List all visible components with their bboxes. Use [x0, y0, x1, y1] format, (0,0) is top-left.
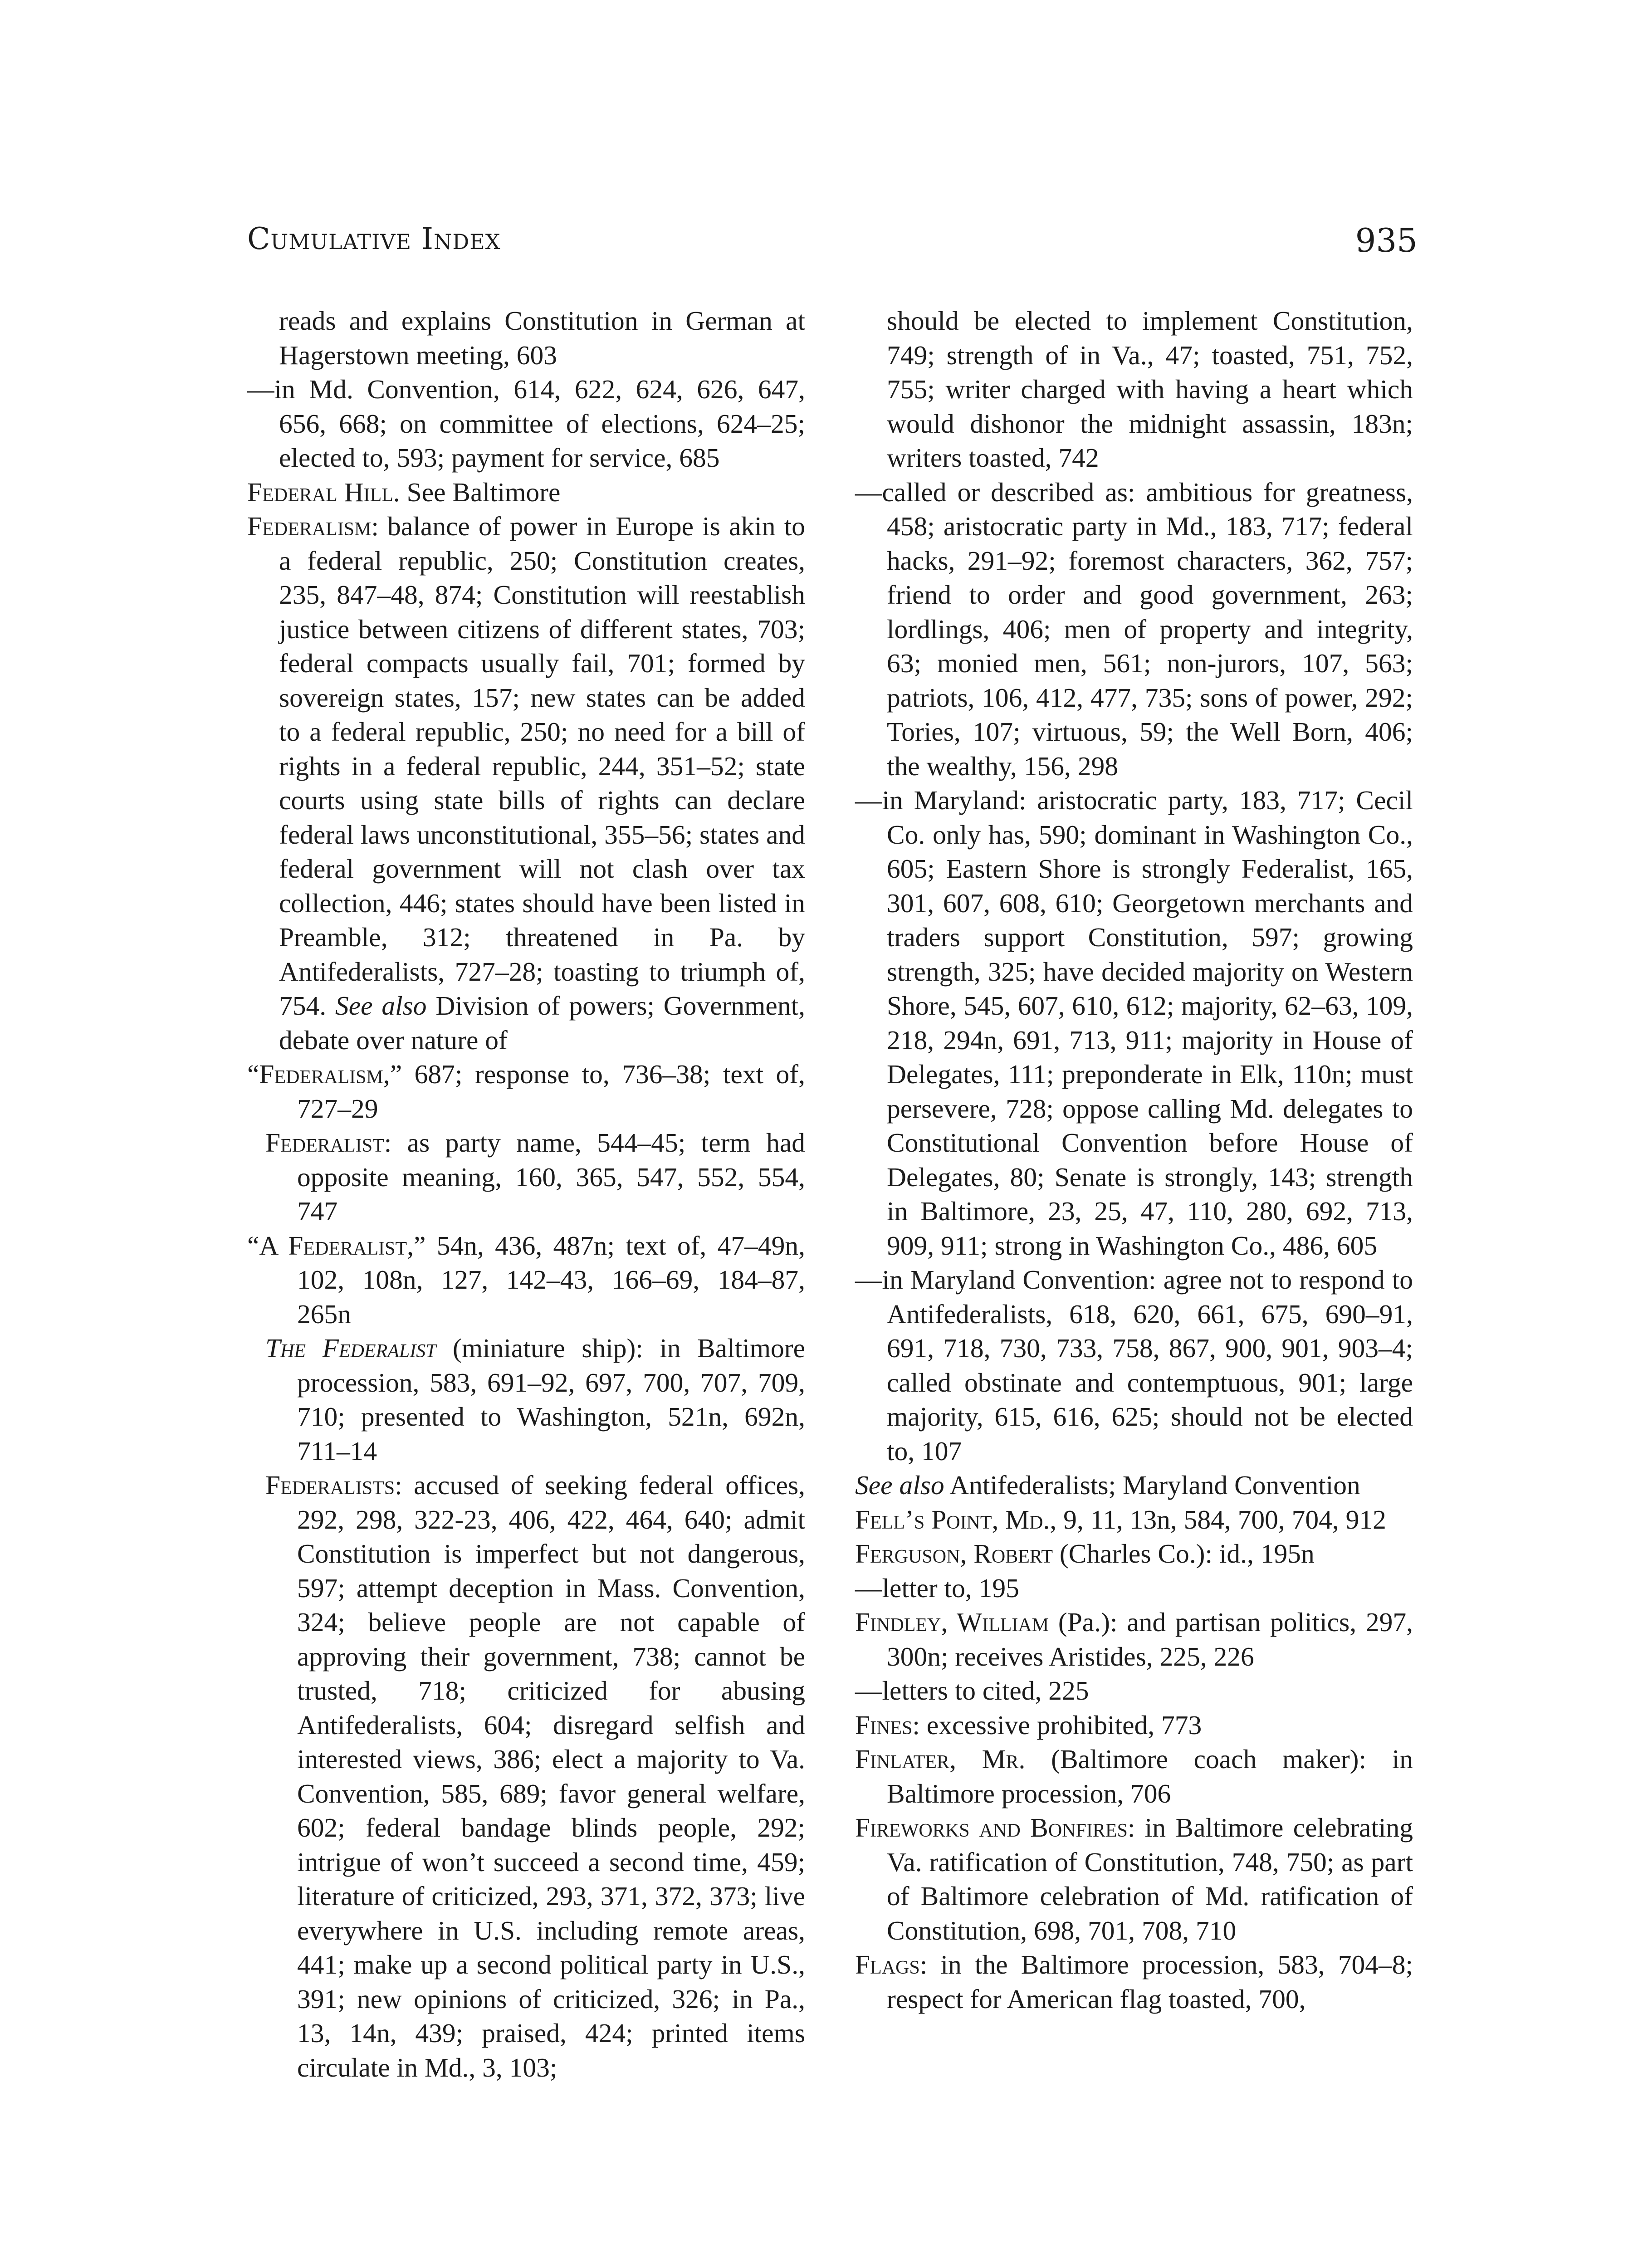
index-entry	[855, 1742, 1413, 1811]
see-also-label: See also	[855, 1470, 944, 1500]
index-entry	[247, 475, 805, 510]
index-entry	[855, 1537, 1413, 1571]
index-entry	[855, 1811, 1413, 1948]
index-column-left	[247, 304, 805, 2085]
entry-heading: Fell’s Point, Md.,	[855, 1504, 1057, 1535]
entry-heading: Findley, William	[855, 1607, 1049, 1637]
entry-heading: Finlater, Mr.	[855, 1744, 1026, 1774]
running-head	[247, 221, 1418, 271]
entry-heading-italic: The Federalist	[265, 1333, 436, 1363]
entry-text: should be elected to implement Constitution, 749; strength of in Va., 47; toasted, 751, 752, 755; writer charged with having a heart which would dishonor the midnight assassin, 183n; writers toasted, 742	[887, 306, 1413, 473]
entry-heading: Fireworks and Bonfires:	[855, 1813, 1135, 1843]
index-entry	[247, 509, 805, 1057]
entry-heading: Federalists:	[265, 1470, 402, 1500]
entry-text: ” 687; response to, 736–38; text of, 727–29	[297, 1059, 805, 1124]
entry-heading: Ferguson, Robert	[855, 1539, 1053, 1569]
index-column-right	[855, 304, 1413, 2016]
entry-heading: Federalist:	[265, 1128, 392, 1158]
index-entry	[855, 1503, 1413, 1537]
entry-text: —in Maryland: aristocratic party, 183, 717; Cecil Co. only has, 590; dominant in Washington Co., 605; Eastern Shore is strongly Federalist, 165, 301, 607, 608, 610; Georgetown merchants and traders support Constitution, 597; growing strength, 325; have decided majority on Western Shore, 545, 607, 610, 612; majority, 62–63, 109, 218, 294n, 691, 713, 911; majority in House of Delegates, 111; preponderate in Elk, 110n; must persevere, 728; oppose calling Md. delegates to Constitutional Convention before House of Delegates, 80; Senate is strongly, 143; strength in Baltimore, 23, 25, 47, 110, 280, 692, 713, 909, 911; strong in Washington Co., 486, 605	[855, 785, 1413, 1261]
index-entry	[855, 1571, 1413, 1606]
entry-text: in the Baltimore procession, 583, 704–8; respect for American flag toasted, 700,	[887, 1950, 1413, 2014]
index-entry	[855, 1948, 1413, 2016]
entry-text: (Baltimore coach maker): in Baltimore procession, 706	[887, 1744, 1413, 1809]
index-entry	[247, 1468, 805, 2085]
entry-text: ” 54n, 436, 487n; text of, 47–49n, 102, 108n, 127, 142–43, 166–69, 184–87, 265n	[297, 1230, 805, 1329]
index-entry	[855, 1674, 1413, 1708]
entry-heading: Federal Hill.	[247, 477, 400, 507]
entry-text: —letters to cited, 225	[855, 1676, 1089, 1706]
entry-text: —letter to, 195	[855, 1573, 1019, 1603]
entry-text: excessive prohibited, 773	[919, 1710, 1202, 1740]
entry-text: as party name, 544–45; term had opposite meaning, 160, 365, 547, 552, 554, 747	[297, 1128, 805, 1226]
entry-text: (Charles Co.): id., 195n	[1053, 1539, 1315, 1569]
entry-text: —called or described as: ambitious for greatness, 458; aristocratic party in Md., 183, 717; federal hacks, 291–92; foremost characters, 362, 757; friend to order and good government, 263; lordlings, 406; men of property and integrity, 63; monied men, 561; non-jurors, 107, 563; patriots, 106, 412, 477, 735; sons of power, 292; Tories, 107; virtuous, 59; the Well Born, 406; the wealthy, 156, 298	[855, 477, 1413, 781]
entry-text: 9, 11, 13n, 584, 700, 704, 912	[1056, 1504, 1386, 1535]
see-also-label: See also	[335, 991, 427, 1021]
page-number: 935	[1355, 221, 1418, 259]
entry-heading: Federalism,	[259, 1059, 390, 1089]
index-entry	[855, 1263, 1413, 1468]
index-entry	[855, 1468, 1413, 1503]
running-head-title: Cumulative Index	[247, 221, 501, 256]
index-entry	[247, 1229, 805, 1332]
index-entry	[247, 1126, 805, 1229]
entry-heading: Federalism:	[247, 511, 379, 541]
entry-text: in Baltimore celebrating Va. ratification of Constitution, 748, 750; as part of Baltimore celebration of Md. ratification of Constitution, 698, 701, 708, 710	[887, 1813, 1413, 1945]
entry-text: accused of seeking federal offices, 292, 298, 322-23, 406, 422, 464, 640; admit Constitution is imperfect but not dangerous, 597; attempt deception in Mass. Convention, 324; believe people are not capable of approving their government, 738; cannot be trusted, 718; criticized for abusing Antifederalists, 604; disregard selfish and interested views, 386; elect a majority to Va. Convention, 585, 689; favor general welfare, 602; federal bandage blinds people, 292; intrigue of won’t succeed a second time, 459; literature of criticized, 293, 371, 372, 373; live everywhere in U.S. including remote areas, 441; make up a second political party in U.S., 391; new opinions of criticized, 326; in Pa., 13, 14n, 439; praised, 424; printed items circulate in Md., 3, 103;	[297, 1470, 805, 2082]
index-entry	[855, 783, 1413, 1263]
entry-text: Antifederalists; Maryland Convention	[944, 1470, 1360, 1500]
index-entry	[855, 1605, 1413, 1674]
index-entry	[247, 1331, 805, 1468]
entry-text: balance of power in Europe is akin to a federal republic, 250; Constitution creates, 235, 847–48, 874; Constitution will reestablish justice between citizens of different states, 703; federal compacts usually fail, 701; formed by sovereign states, 157; new states can be added to a federal republic, 250; no need for a bill of rights in a federal republic, 244, 351–52; state courts using state bills of rights can declare federal laws unconstitutional, 355–56; states and federal government will not clash over tax collection, 446; states should have been listed in Preamble, 312; threatened in Pa. by Antifederalists, 727–28; toasting to triumph of, 754.	[279, 511, 805, 1021]
entry-open-quote: “A	[247, 1230, 288, 1261]
entry-heading: Fines:	[855, 1710, 920, 1740]
entry-heading: Flags:	[855, 1950, 928, 1980]
entry-text: See Baltimore	[400, 477, 561, 507]
index-entry	[855, 475, 1413, 784]
entry-text: reads and explains Constitution in German at Hagerstown meeting, 603	[279, 306, 805, 370]
entry-text-tail: Division of powers; Government, debate over nature of	[279, 991, 805, 1055]
entry-open-quote: “	[247, 1059, 259, 1089]
entry-text: (miniature ship): in Baltimore procession, 583, 691–92, 697, 700, 707, 709, 710; presented to Washington, 521n, 692n, 711–14	[297, 1333, 805, 1466]
index-entry	[247, 1057, 805, 1126]
index-entry	[855, 1708, 1413, 1743]
entry-heading: Federalist,	[288, 1230, 414, 1261]
index-entry	[247, 372, 805, 475]
entry-text: (Pa.): and partisan politics, 297, 300n; receives Aristides, 225, 226	[887, 1607, 1413, 1672]
entry-text: —in Maryland Convention: agree not to respond to Antifederalists, 618, 620, 661, 675, 690–91, 691, 718, 730, 733, 758, 867, 900, 901, 903–4; called obstinate and contemptuous, 901; large majority, 615, 616, 625; should not be elected to, 107	[855, 1265, 1413, 1466]
entry-text: —in Md. Convention, 614, 622, 624, 626, 647, 656, 668; on committee of elections, 624–25; elected to, 593; payment for service, 685	[247, 374, 805, 473]
index-entry	[247, 304, 805, 372]
index-entry	[855, 304, 1413, 475]
